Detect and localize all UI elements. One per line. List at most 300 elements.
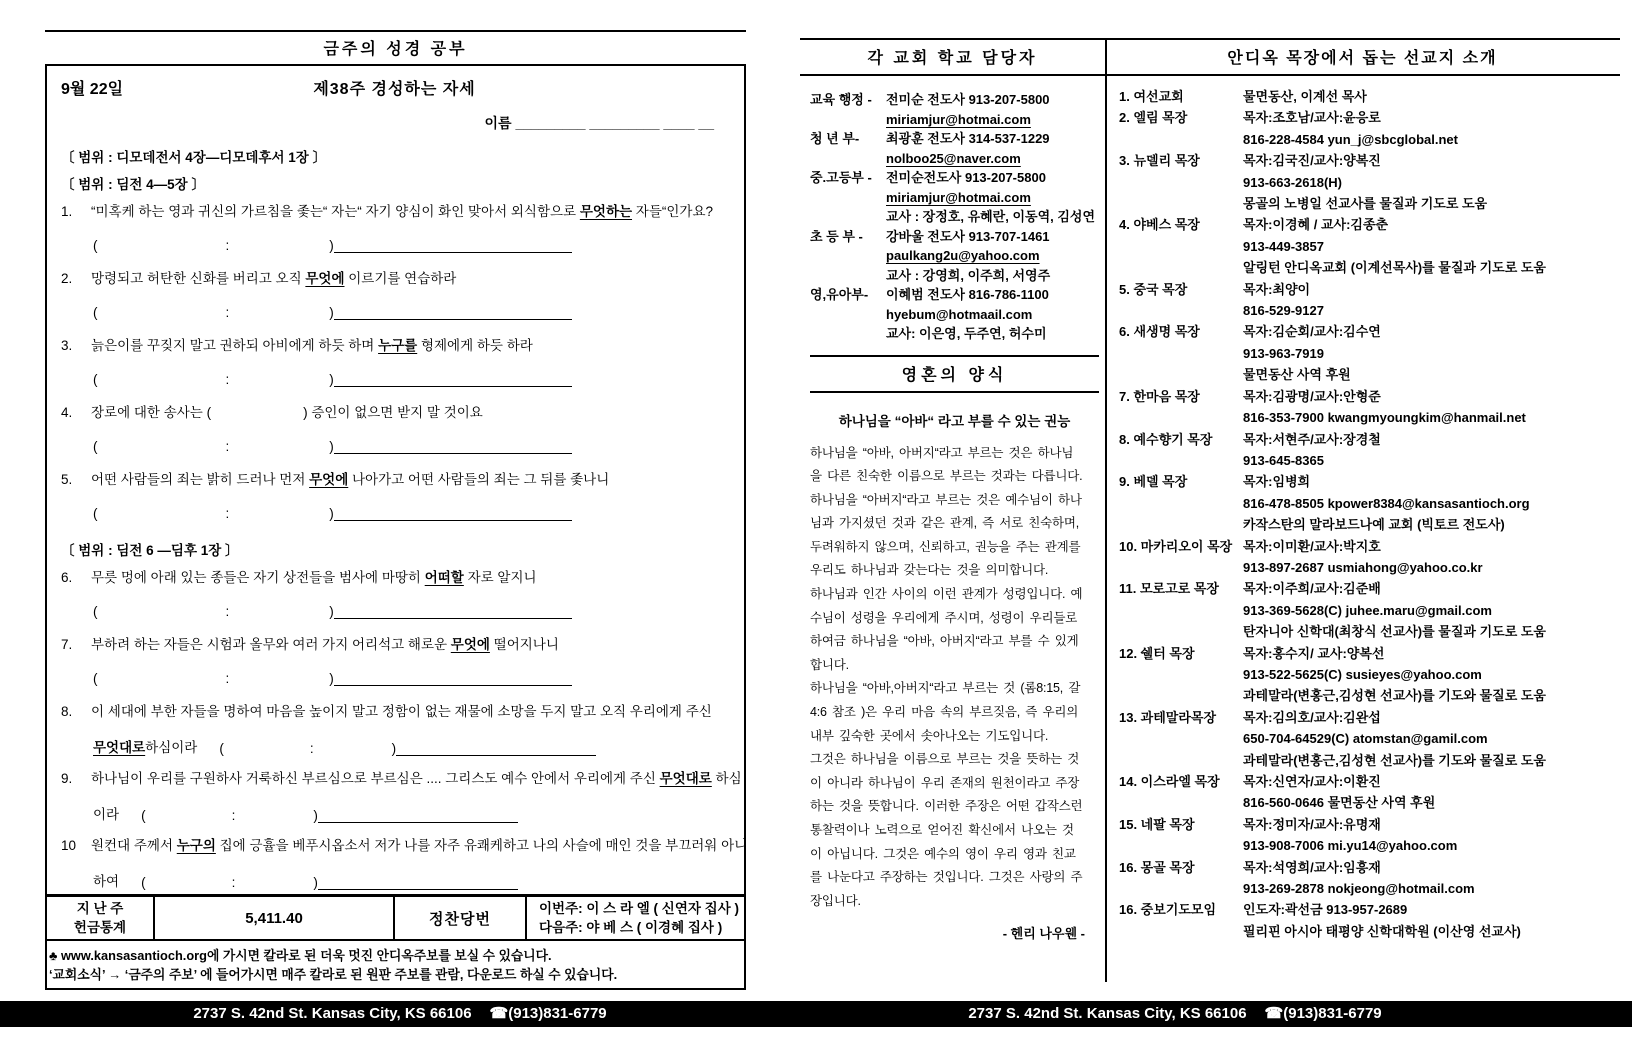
- staff-entry: [810, 227, 1099, 286]
- answer-prefix: [93, 736, 197, 756]
- question-item: [61, 568, 728, 588]
- answer-row: [93, 303, 728, 322]
- open-paren: (: [141, 808, 146, 823]
- devotional-body: [810, 442, 1099, 914]
- text-run: 부하려 하는 자들은 시험과 올무와 여러 가지 어리석고 해로운: [91, 637, 451, 652]
- close-paren: ): [313, 808, 318, 823]
- offering-amount-cell: [153, 897, 393, 939]
- staff-department-label: 초 등 부 -: [810, 228, 863, 244]
- mission-entry: [1119, 814, 1620, 857]
- answer-row: [93, 504, 728, 523]
- mission-detail-line: 목자:최양이: [1243, 281, 1311, 297]
- address-bar: [0, 1001, 1632, 1027]
- mission-group-name: 2. 엘림 목장: [1119, 110, 1188, 126]
- mission-detail-lines: [1243, 771, 1620, 814]
- open-paren: (: [93, 671, 98, 686]
- question-item: [61, 470, 728, 490]
- missions-header: 안디옥 목장에서 돕는 선교지 소개: [1227, 50, 1498, 67]
- mission-detail-lines: [1243, 86, 1620, 107]
- staff-detail-lines: [886, 227, 1099, 286]
- text-run: 장로에 대한 송사는 (: [91, 405, 212, 420]
- text-run: 전미순전도사 913-207-5800: [886, 170, 1046, 185]
- mission-group-name: 1. 여선교회: [1119, 89, 1184, 104]
- worksheet-title-row: [61, 76, 728, 99]
- missions-column: [1105, 76, 1620, 942]
- question-number: 3.: [61, 338, 73, 353]
- staff-detail-line: [886, 188, 1099, 208]
- staff-detail-lines: [886, 168, 1099, 227]
- name-label: 이름: [484, 115, 512, 131]
- open-paren: (: [219, 741, 224, 756]
- close-paren: ): [329, 439, 334, 454]
- open-paren: (: [93, 305, 98, 320]
- mission-detail-lines: [1243, 643, 1620, 707]
- mission-detail-line: 목자:이주희/교사:김준배: [1243, 581, 1381, 597]
- devotional-line: 하는 것을 뜻합니다. 이러한 주장은 어떤 갑작스런: [810, 799, 1083, 814]
- middle-column: [800, 76, 1105, 942]
- devotional-line: 우리도 하나님과 갖는다는 것을 의미합니다.: [810, 563, 1049, 578]
- staff-detail-line: [886, 129, 1099, 149]
- staff-detail-line: [886, 90, 1099, 110]
- mission-detail-line: 과테말라(변홍근,김성현 선교사)를 기도와 물질로 도움: [1243, 688, 1546, 704]
- staff-detail-lines: [886, 90, 1099, 129]
- text-run: 집에 긍휼을 베푸시옵소서 저가 나를 자주 유쾌케하고 나의 사슬에 매인 것을 부끄러워 아니: [215, 838, 748, 853]
- text-run: 자들“인가요?: [632, 204, 713, 219]
- close-paren: ): [329, 604, 334, 619]
- answer-blank: [334, 602, 572, 619]
- mission-detail-line: 목자:서현주/교사:장경철: [1243, 431, 1381, 447]
- text-run: 교사: 이은영, 두주연, 허수미: [886, 326, 1047, 341]
- text-run: 하심이라: [145, 740, 198, 755]
- underlined-term: nolboo25@naver.com: [886, 150, 1021, 166]
- colon-separator: :: [225, 671, 230, 686]
- offering-table: [47, 894, 744, 941]
- mission-group-name: 16. 중보기도모임: [1119, 902, 1217, 918]
- meal-duty-label-cell: [393, 897, 525, 939]
- underlined-term: 무엇에: [309, 472, 349, 487]
- devotional-line: 하나님을 “아바, 아버지“라고 부르는 것은 하나님: [810, 445, 1074, 460]
- mission-group-name: 14. 이스라엘 목장: [1119, 774, 1220, 789]
- staff-department-label: 중.고등부 -: [810, 170, 872, 185]
- staff-entry: [810, 168, 1099, 227]
- offering-label-cell: [47, 897, 153, 939]
- devotional-line: 4:6 참조 )은 우리 마음 속의 부르짖음, 즉 우리의: [810, 705, 1079, 720]
- mission-detail-line: 816-228-4584 yun_j@sbcglobal.net: [1243, 131, 1458, 147]
- mission-detail-line: 913-897-2687 usmiahong@yahoo.co.kr: [1243, 559, 1483, 575]
- question-number: 1.: [61, 204, 73, 219]
- open-paren: (: [93, 372, 98, 387]
- devotional-line: 하나님과 인간 사이의 이런 관계가 성령입니다. 예: [810, 587, 1083, 602]
- question-item: [61, 635, 728, 655]
- text-run: hyebum@hotmaail.com: [886, 306, 1033, 322]
- name-field-row: [61, 113, 728, 133]
- question-number: 5.: [61, 472, 73, 487]
- mission-detail-lines: [1243, 214, 1620, 278]
- worksheet-footer: [47, 894, 744, 984]
- devotional-line: 하나님을 “아버지“라고 부르는 것은 예수님이 하나: [810, 492, 1082, 507]
- devotional-line: 그것은 하나님을 이름으로 부르는 것을 뜻하는 것: [810, 752, 1080, 767]
- mission-entry: [1119, 899, 1620, 942]
- text-run: 망령되고 허탄한 신화를 버리고 오직: [91, 271, 306, 286]
- mission-detail-line: 목자:석영희/교사:임흥재: [1243, 859, 1381, 875]
- underlined-term: miriamjur@hotmai.com: [886, 189, 1031, 205]
- open-paren: (: [93, 604, 98, 619]
- question-number: 4.: [61, 405, 73, 420]
- close-paren: ): [329, 372, 334, 387]
- mission-detail-line: 물면동산 사역 후원: [1243, 367, 1351, 383]
- mission-detail-line: 목자:이미환/교사:박지호: [1243, 538, 1381, 554]
- answer-blank: [334, 370, 572, 387]
- mission-detail-line: 목자:김순회/교사:김수연: [1243, 324, 1381, 340]
- answer-blank: [318, 806, 518, 823]
- text-run: 이르기를 연습하라: [344, 271, 457, 286]
- devotional-line: 통찰력이나 노력으로 얻어진 확신에서 나오는 것: [810, 823, 1074, 837]
- phone-icon-and-number: ☎(913)831-6779: [489, 1005, 607, 1022]
- mission-detail-lines: [1243, 707, 1620, 771]
- text-run: 무릇 멍에 아래 있는 종들은 자기 상전들을 범사에 마땅히: [91, 570, 425, 585]
- website-footnote-1: ♣ www.kansasantioch.org에 가시면 칼라로 된 더욱 멋진 안디옥주보를 보실 수 있습니다.: [49, 948, 552, 963]
- colon-separator: :: [225, 305, 230, 320]
- mission-detail-line: 650-704-64529(C) atomstan@gamil.com: [1243, 731, 1488, 747]
- text-run: 이 세대에 부한 자들을 명하여 마음을 높이지 말고 정함이 없는 재물에 소망을 두지 말고 오직 우리에게 주신: [91, 704, 712, 719]
- devotional-title: 하나님을 “아바“ 라고 부를 수 있는 권능: [838, 413, 1071, 429]
- question-item: [61, 336, 728, 356]
- mission-entry: [1119, 386, 1620, 429]
- mission-detail-lines: [1243, 429, 1620, 472]
- mission-entry: [1119, 107, 1620, 150]
- question-number: 9.: [61, 771, 73, 786]
- staff-entry: [810, 285, 1099, 344]
- text-run: 이혜범 전도사 816-786-1100: [886, 287, 1049, 302]
- school-staff-list: [810, 90, 1099, 344]
- mission-detail-line: 물면동산, 이계선 목사: [1243, 89, 1367, 104]
- text-run: ) 증인이 없으면 받지 말 것이요: [303, 405, 483, 420]
- devotional-line: 수님이 성령을 우리에게 주시며, 성령이 우리들로: [810, 610, 1078, 625]
- colon-separator: :: [225, 372, 230, 387]
- devotional-line: 장입니다.: [810, 893, 861, 908]
- close-paren: ): [329, 238, 334, 253]
- devotional-line: 두려워하지 않으며, 신뢰하고, 권능을 주는 관계를: [810, 539, 1081, 554]
- colon-separator: :: [231, 808, 236, 823]
- question-number: 10: [61, 838, 77, 853]
- underlined-term: 무엇대로: [659, 771, 712, 786]
- staff-detail-line: [886, 285, 1099, 305]
- text-run: 나아가고 어떤 사람들의 죄는 그 뒤를 좇나니: [348, 472, 610, 487]
- column-divider: [1105, 38, 1107, 982]
- answer-row: [93, 669, 728, 688]
- mission-detail-line: 목자:김의호/교사:김완섭: [1243, 709, 1381, 725]
- question-text: [91, 568, 728, 588]
- staff-entry: [810, 90, 1099, 129]
- underlined-term: 무엇에: [450, 637, 490, 652]
- bible-study-page: [45, 30, 746, 990]
- answer-prefix: [93, 870, 119, 890]
- mission-detail-lines: [1243, 386, 1620, 429]
- answer-prefix: [93, 803, 119, 823]
- text-run: 떨어지나니: [489, 637, 559, 652]
- underlined-term: miriamjur@hotmai.com: [886, 111, 1031, 127]
- underlined-term: 무엇대로: [93, 740, 146, 755]
- close-paren: ): [313, 875, 318, 890]
- mission-detail-line: 몽골의 노병일 선교사를 물질과 기도로 도움: [1243, 196, 1488, 212]
- answer-blank: [334, 303, 572, 320]
- text-run: 이라: [93, 807, 120, 822]
- devotional-line: 내부 깊숙한 곳에서 솟아나오는 기도입니다.: [810, 728, 1049, 743]
- staff-detail-line: [886, 227, 1099, 247]
- text-run: “미혹케 하는 영과 귀신의 가르침을 좇는“ 자는“ 자기 양심이 화인 맞아서 외식함으로: [91, 204, 580, 219]
- mission-entry: [1119, 150, 1620, 214]
- mission-entry: [1119, 86, 1620, 107]
- mission-group-name: 6. 새생명 목장: [1119, 324, 1200, 340]
- info-columns: [800, 76, 1620, 942]
- mission-detail-lines: [1243, 899, 1620, 942]
- staff-detail-lines: [886, 129, 1099, 168]
- question-text: [91, 336, 728, 356]
- text-run: 하심: [711, 771, 742, 786]
- staff-detail-line: [886, 110, 1099, 130]
- text-run: 자로 알지니: [463, 570, 537, 585]
- answer-blank: [334, 669, 572, 686]
- question-item: [61, 202, 728, 222]
- question-item: [61, 836, 748, 856]
- question-text: [91, 836, 747, 856]
- church-address: 2737 S. 42nd St. Kansas City, KS 66106: [968, 1005, 1247, 1022]
- mission-detail-line: 목자:김광명/교사:안형준: [1243, 388, 1381, 404]
- meal-duty-next-week: 다음주: 야 베 스 ( 이경혜 집사 ): [539, 920, 723, 935]
- question-number: 2.: [61, 271, 73, 286]
- mission-entry: [1119, 536, 1620, 579]
- devotional-line: 이 아니라 하나님이 우리 존재의 원천이라고 주장: [810, 775, 1080, 790]
- info-page: [800, 30, 1620, 982]
- mission-group-name: 4. 야베스 목장: [1119, 217, 1200, 233]
- close-paren: ): [329, 671, 334, 686]
- scripture-range-1: 〔 범위 : 디모데전서 4장—디모데후서 1장 〕: [61, 150, 327, 165]
- colon-separator: :: [231, 875, 236, 890]
- text-run: 강바울 전도사 913-707-1461: [886, 228, 1050, 244]
- mission-entry: [1119, 429, 1620, 472]
- answer-row: [93, 803, 728, 822]
- question-item: [61, 702, 728, 722]
- question-text: [91, 202, 728, 222]
- question-text: [91, 702, 728, 722]
- staff-department-label: 교육 행정 -: [810, 92, 872, 107]
- colon-separator: :: [225, 604, 230, 619]
- mission-group-name: 15. 네팔 목장: [1119, 816, 1195, 832]
- text-run: 교사 : 장정호, 유혜란, 이동역, 김성연: [886, 209, 1096, 224]
- mission-detail-line: 인도자:곽선금 913-957-2689: [1243, 902, 1408, 918]
- address-left: [0, 1001, 800, 1027]
- mission-detail-line: 알링턴 안디옥교회 (이계선목사)를 물질과 기도로 도움: [1243, 260, 1546, 276]
- answer-blank: [334, 437, 572, 454]
- text-run: 늙은이를 꾸짖지 말고 권하되 아비에게 하듯 하며: [91, 338, 379, 353]
- mission-entry: [1119, 214, 1620, 278]
- mission-group-name: 7. 한마음 목장: [1119, 388, 1200, 404]
- church-address: 2737 S. 42nd St. Kansas City, KS 66106: [193, 1005, 472, 1022]
- meal-duty-names-cell: [525, 897, 744, 939]
- staff-detail-line: [886, 266, 1099, 286]
- question-number: 7.: [61, 637, 73, 652]
- mission-detail-line: 필리핀 아시아 태평양 신학대학원 (이산영 선교사): [1243, 923, 1521, 939]
- question-text: [91, 470, 728, 490]
- questions-part1: [61, 202, 728, 523]
- mission-group-name: 10. 마카리오이 목장: [1119, 538, 1233, 554]
- mission-detail-line: 목자:김국진/교사:양복진: [1243, 153, 1381, 169]
- mission-detail-lines: [1243, 471, 1620, 535]
- mission-group-name: 12. 쉘터 목장: [1119, 645, 1195, 661]
- mission-detail-line: 목자:조호남/교사:윤응로: [1243, 110, 1381, 126]
- answer-row: [93, 736, 728, 755]
- colon-separator: :: [225, 439, 230, 454]
- underlined-term: 무엇하는: [579, 204, 633, 219]
- mission-detail-line: 913-645-8365: [1243, 452, 1324, 468]
- staff-detail-line: [886, 324, 1099, 344]
- offering-label-line2: 헌금통계: [73, 920, 127, 935]
- mission-detail-line: 913-449-3857: [1243, 238, 1324, 254]
- missions-list: [1119, 86, 1620, 942]
- questions-part2: [61, 568, 748, 890]
- answer-row: [93, 236, 728, 255]
- text-run: 교사 : 강영희, 이주희, 서영주: [886, 267, 1051, 283]
- mission-detail-line: 목자:신연자/교사:이환진: [1243, 774, 1381, 789]
- underlined-term: 무엇에: [305, 271, 345, 286]
- underlined-term: 어떠할: [424, 570, 464, 585]
- open-paren: (: [93, 238, 98, 253]
- school-staff-header: 각 교회 학교 담당자: [867, 50, 1038, 67]
- worksheet-date: 9월 22일: [61, 81, 124, 98]
- worksheet-box: [45, 64, 746, 990]
- mission-entry: [1119, 707, 1620, 771]
- devotional-line: 하나님을 “아바,아버지“라고 부르는 것 (롬8:15, 갈: [810, 681, 1081, 696]
- mission-entry: [1119, 321, 1620, 385]
- answer-row: [93, 870, 728, 889]
- underlined-term: 누구를: [378, 338, 418, 353]
- answer-blank: [334, 504, 572, 521]
- mission-entry: [1119, 471, 1620, 535]
- mission-detail-line: 913-963-7919: [1243, 345, 1324, 361]
- mission-detail-lines: [1243, 536, 1620, 579]
- website-footnotes: [47, 941, 744, 984]
- mission-detail-line: 913-522-5625(C) susieyes@yahoo.com: [1243, 666, 1482, 682]
- close-paren: ): [329, 506, 334, 521]
- staff-detail-line: [886, 305, 1099, 325]
- devotional-line: 님과 가지셨던 것과 같은 관계, 즉 서로 친숙하며,: [810, 516, 1080, 531]
- question-number: 6.: [61, 570, 73, 585]
- staff-detail-line: [886, 246, 1099, 266]
- devotional-line: 이 아닙니다. 그것은 예수의 영이 우리 영과 친교: [810, 846, 1076, 861]
- question-item: [61, 403, 728, 423]
- text-run: 하나님이 우리를 구원하사 거룩하신 부르심으로 부르심은 .... 그리스도 예수 안에서 우리에게 주신: [91, 771, 660, 786]
- text-run: 어떤 사람들의 죄는 밝히 드러나 먼저: [91, 472, 310, 487]
- offering-label-line1: 지 난 주: [76, 901, 124, 916]
- mission-detail-line: 카작스탄의 말라보드나예 교회 (빅토르 전도사): [1243, 517, 1505, 533]
- text-run: 하여: [93, 874, 120, 889]
- mission-entry: [1119, 578, 1620, 642]
- close-paren: ): [329, 305, 334, 320]
- open-paren: (: [141, 875, 146, 890]
- text-run: 원컨대 주께서: [91, 838, 177, 853]
- question-item: [61, 269, 728, 289]
- mission-detail-line: 816-560-0646 물면동산 사역 후원: [1243, 795, 1436, 811]
- staff-detail-line: [886, 168, 1099, 188]
- mission-group-name: 5. 중국 목장: [1119, 281, 1188, 297]
- devotional-header: 영혼의 양식: [810, 355, 1099, 393]
- mission-detail-line: 913-908-7006 mi.yu14@yahoo.com: [1243, 838, 1458, 854]
- devotional-line: 합니다.: [810, 657, 849, 672]
- text-run: 형제에게 하듯 하라: [417, 338, 533, 353]
- mission-detail-line: 816-529-9127: [1243, 303, 1324, 319]
- answer-row: [93, 602, 728, 621]
- mission-entry: [1119, 279, 1620, 322]
- staff-department-label: 영,유아부-: [810, 287, 869, 302]
- mission-detail-line: 과테말라(변홍근,김성현 선교사)를 기도와 물질로 도움: [1243, 752, 1546, 768]
- devotional-attribution: - 헨리 나우웬 -: [1002, 926, 1085, 942]
- mission-group-name: 11. 모로고로 목장: [1119, 581, 1219, 597]
- meal-duty-label: 정찬당번: [429, 910, 491, 928]
- title-spacer: [578, 76, 728, 99]
- offering-amount: 5,411.40: [245, 909, 303, 927]
- answer-row: [93, 370, 728, 389]
- answer-blank: [334, 236, 572, 253]
- mission-detail-line: 816-478-8505 kpower8384@kansasantioch.org: [1243, 495, 1530, 511]
- question-text: [91, 269, 728, 289]
- meal-duty-this-week: 이번주: 이 스 라 엘 ( 신연자 집사 ): [539, 901, 739, 916]
- mission-group-name: 8. 예수향기 목장: [1119, 431, 1213, 447]
- worksheet-week-title: 제38주 경성하는 자세: [313, 81, 476, 98]
- underlined-term: 누구의: [176, 838, 216, 853]
- scripture-range-3: 〔 범위 : 딤전 6 —딤후 1장 〕: [61, 543, 239, 558]
- text-run: 전미순 전도사 913-207-5800: [886, 92, 1050, 107]
- mission-group-name: 16. 몽골 목장: [1119, 859, 1195, 875]
- mission-detail-lines: [1243, 321, 1620, 385]
- mission-detail-line: 913-663-2618(H): [1243, 174, 1343, 190]
- mission-entry: [1119, 643, 1620, 707]
- mission-detail-line: 목자:홍수지/ 교사:양복선: [1243, 645, 1385, 661]
- section-headers: [800, 40, 1620, 76]
- devotional-line: 을 다른 친숙한 이름으로 부르는 것과는 다릅니다.: [810, 469, 1083, 484]
- devotional-line: 하여금 하나님을 “아바, 아버지“라고 부를 수 있게: [810, 634, 1079, 649]
- colon-separator: :: [225, 506, 230, 521]
- scripture-range-2: 〔 범위 : 딤전 4—5장 〕: [61, 177, 205, 192]
- underlined-term: paulkang2u@yahoo.com: [886, 248, 1040, 263]
- address-right: [815, 1001, 1535, 1027]
- mission-group-name: 9. 베델 목장: [1119, 474, 1188, 490]
- colon-separator: :: [309, 741, 314, 756]
- mission-detail-line: 목자:이경혜 / 교사:김종춘: [1243, 217, 1389, 233]
- staff-department-label: 청 년 부-: [810, 131, 860, 146]
- website-footnote-2: ‘교회소식’ → ‘금주의 주보’ 에 들어가시면 매주 칼라로 된 원판 주보를 관람, 다운로드 하실 수 있습니다.: [49, 967, 618, 982]
- mission-group-name: 13. 과테말라목장: [1119, 709, 1217, 725]
- answer-row: [93, 437, 728, 456]
- mission-detail-lines: [1243, 279, 1620, 322]
- mission-group-name: 3. 뉴델리 목장: [1119, 153, 1200, 169]
- mission-detail-line: 목자:임병희: [1243, 474, 1311, 490]
- staff-detail-line: [886, 149, 1099, 169]
- staff-entry: [810, 129, 1099, 168]
- close-paren: ): [391, 741, 397, 756]
- phone-icon-and-number: ☎(913)831-6779: [1264, 1005, 1382, 1022]
- mission-entry: [1119, 857, 1620, 900]
- question-text: [91, 769, 742, 789]
- open-paren: (: [93, 439, 98, 454]
- question-text: [91, 635, 728, 655]
- open-paren: (: [93, 506, 98, 521]
- question-text: [91, 403, 728, 423]
- bible-study-header: 금주의 성경 공부: [323, 41, 468, 58]
- mission-detail-line: 913-369-5628(C) juhee.maru@gmail.com: [1243, 602, 1492, 618]
- mission-entry: [1119, 771, 1620, 814]
- mission-detail-lines: [1243, 578, 1620, 642]
- colon-separator: :: [225, 238, 230, 253]
